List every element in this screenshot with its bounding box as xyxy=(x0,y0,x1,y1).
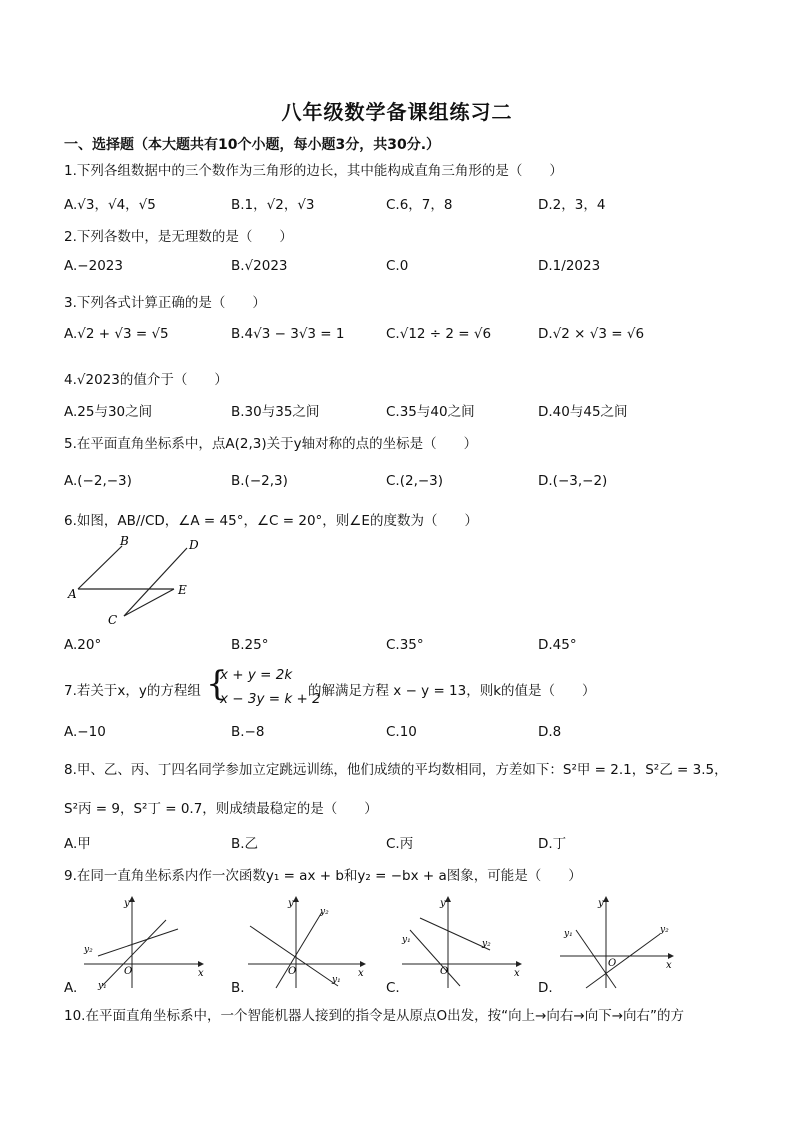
q6-option-a: A.20° xyxy=(64,637,102,653)
label-c: C xyxy=(108,613,118,627)
question-7-pre: 7.若关于x，y的方程组 xyxy=(64,683,201,699)
question-1: 1.下列各组数据中的三个数作为三角形的边长，其中能构成直角三角形的是（ ） xyxy=(64,163,563,179)
svg-text:y₂: y₂ xyxy=(84,945,93,955)
label-d: D xyxy=(189,538,199,552)
q3-option-a: A.√2 + √3 = √5 xyxy=(64,326,169,342)
svg-text:y₁: y₁ xyxy=(402,935,411,945)
graph-option-b xyxy=(244,894,370,990)
q9-option-b: B. xyxy=(231,980,245,996)
svg-text:y₁: y₁ xyxy=(332,975,341,985)
svg-text:x: x xyxy=(358,968,364,979)
equation-2: x − 3y = k + 2 xyxy=(220,691,321,707)
svg-text:O: O xyxy=(124,966,133,977)
graph-option-a xyxy=(80,894,206,990)
svg-text:y: y xyxy=(598,898,604,909)
q8-option-b: B.乙 xyxy=(231,836,259,852)
graph-option-c xyxy=(398,894,524,990)
q5-option-a: A.(−2,−3) xyxy=(64,473,132,489)
q4-option-a: A.25与30之间 xyxy=(64,404,153,420)
question-9: 9.在同一直角坐标系内作一次函数y₁ = ax + b和y₂ = −bx + a图象，可能是（ ） xyxy=(64,868,582,884)
q2-option-d: D.1/2023 xyxy=(538,258,601,274)
question-4: 4.√2023的值介于（ ） xyxy=(64,372,228,388)
svg-text:y: y xyxy=(288,898,294,909)
q2-option-a: A.−2023 xyxy=(64,258,123,274)
question-5: 5.在平面直角坐标系中，点A(2,3)关于y轴对称的点的坐标是（ ） xyxy=(64,436,478,452)
q9-option-c: C. xyxy=(386,980,400,996)
label-b: B xyxy=(120,534,129,548)
question-8: 8.甲、乙、丙、丁四名同学参加立定跳远训练，他们成绩的平均数相同，方差如下：S²甲 = 2.1，S²乙 = 3.5， xyxy=(64,762,728,778)
segment-cd xyxy=(124,548,187,616)
q2-option-b: B.√2023 xyxy=(231,258,288,274)
q6-option-b: B.25° xyxy=(231,637,269,653)
svg-text:y: y xyxy=(440,898,446,909)
svg-text:O: O xyxy=(608,958,617,969)
svg-text:y₂: y₂ xyxy=(320,907,329,917)
figure-q6 xyxy=(64,532,204,628)
svg-text:x: x xyxy=(666,960,672,971)
svg-text:y₂: y₂ xyxy=(660,925,669,935)
question-7-post: 的解满足方程 x − y = 13，则k的值是（ ） xyxy=(308,683,596,699)
q9-option-a: A. xyxy=(64,980,78,996)
equation-1: x + y = 2k xyxy=(220,667,293,683)
q9-option-d: D. xyxy=(538,980,553,996)
label-e: E xyxy=(178,583,187,597)
question-6: 6.如图，AB//CD，∠A = 45°，∠C = 20°，则∠E的度数为（ ） xyxy=(64,513,478,529)
section-heading: 一、选择题（本大题共有10个小题，每小题3分，共30分.） xyxy=(64,137,441,153)
question-10: 10.在平面直角坐标系中，一个智能机器人接到的指令是从原点O出发，按“向上→向右→向下→向右”的方 xyxy=(64,1008,685,1024)
q1-option-d: D.2，3，4 xyxy=(538,197,606,213)
q2-option-c: C.0 xyxy=(386,258,409,274)
label-a: A xyxy=(68,587,77,601)
q1-option-a: A.√3，√4，√5 xyxy=(64,197,156,213)
svg-text:x: x xyxy=(198,968,204,979)
question-3: 3.下列各式计算正确的是（ ） xyxy=(64,295,266,311)
graph-option-d xyxy=(556,894,682,990)
q1-option-c: C.6，7，8 xyxy=(386,197,453,213)
question-8-line2: S²丙 = 9，S²丁 = 0.7，则成绩最稳定的是（ ） xyxy=(64,801,378,817)
svg-text:y₁: y₁ xyxy=(564,929,573,939)
segment-ce xyxy=(124,589,174,616)
q8-option-a: A.甲 xyxy=(64,836,91,852)
segment-ab xyxy=(78,546,122,589)
q5-option-b: B.(−2,3) xyxy=(231,473,288,489)
q7-option-d: D.8 xyxy=(538,724,562,740)
q4-option-c: C.35与40之间 xyxy=(386,404,475,420)
q1-option-b: B.1，√2，√3 xyxy=(231,197,315,213)
svg-text:O: O xyxy=(440,966,449,977)
q7-option-c: C.10 xyxy=(386,724,417,740)
q4-option-b: B.30与35之间 xyxy=(231,404,320,420)
equation-brace: { xyxy=(206,664,228,704)
q3-option-b: B.4√3 − 3√3 = 1 xyxy=(231,326,345,342)
svg-text:x: x xyxy=(514,968,520,979)
q7-option-a: A.−10 xyxy=(64,724,106,740)
q4-option-d: D.40与45之间 xyxy=(538,404,628,420)
page-title: 八年级数学备课组练习二 xyxy=(281,100,513,124)
svg-text:O: O xyxy=(288,966,297,977)
svg-text:y₂: y₂ xyxy=(482,939,491,949)
q6-option-d: D.45° xyxy=(538,637,577,653)
q8-option-d: D.丁 xyxy=(538,836,567,852)
svg-text:y: y xyxy=(124,898,130,909)
q3-option-c: C.√12 ÷ 2 = √6 xyxy=(386,326,492,342)
q5-option-c: C.(2,−3) xyxy=(386,473,444,489)
q8-option-c: C.丙 xyxy=(386,836,414,852)
question-2: 2.下列各数中，是无理数的是（ ） xyxy=(64,229,293,245)
q5-option-d: D.(−3,−2) xyxy=(538,473,608,489)
q3-option-d: D.√2 × √3 = √6 xyxy=(538,326,645,342)
q7-option-b: B.−8 xyxy=(231,724,265,740)
q6-option-c: C.35° xyxy=(386,637,424,653)
svg-text:y₁: y₁ xyxy=(98,981,107,990)
